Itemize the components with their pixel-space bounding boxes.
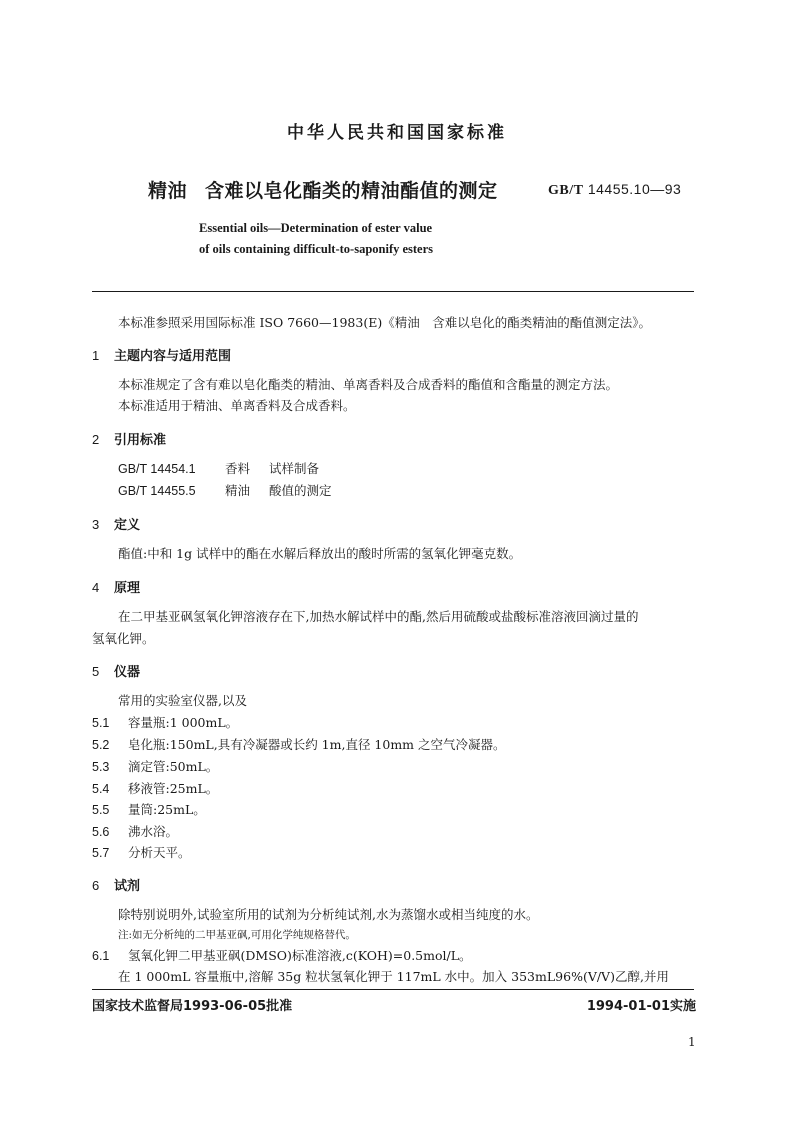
reference-item	[118, 481, 332, 499]
reference-title: 试样制备	[269, 461, 320, 476]
section-5-heading	[92, 661, 140, 680]
item-number: 5.6	[92, 825, 110, 839]
section-number: 6	[92, 878, 100, 893]
apparatus-item	[92, 843, 191, 861]
section-6-heading	[92, 875, 140, 894]
standard-prefix: GB/T	[548, 183, 584, 198]
apparatus-item	[92, 735, 506, 753]
section-number: 3	[92, 517, 100, 532]
section-5-intro: 常用的实验室仪器,以及	[118, 693, 247, 708]
item-text: 滴定管:50mL。	[128, 759, 219, 774]
item-text: 量筒:25mL。	[128, 802, 206, 817]
reference-code: GB/T 14455.5	[118, 484, 196, 498]
approval-line: 国家技术监督局1993-06-05批准	[92, 999, 293, 1014]
section-title: 主题内容与适用范围	[114, 349, 232, 364]
apparatus-item	[92, 779, 218, 797]
section-2-heading	[92, 429, 166, 448]
english-title-line-1: Essential oils—Determination of ester value	[199, 221, 433, 235]
section-4-paragraph-line-2: 氢氧化钾。	[92, 631, 155, 646]
reagent-item	[92, 946, 472, 964]
apparatus-item	[92, 757, 218, 775]
section-number: 4	[92, 580, 100, 595]
section-4-heading	[92, 577, 140, 596]
item-number: 5.7	[92, 846, 110, 860]
standard-code	[548, 181, 681, 199]
item-text: 容量瓶:1 000mL。	[128, 715, 239, 730]
reference-subject: 精油	[225, 483, 251, 498]
reference-subject: 香料	[225, 461, 251, 476]
apparatus-item	[92, 713, 238, 731]
section-title: 试剂	[114, 879, 141, 894]
title-part-2: 含难以皂化酯类的精油酯值的测定	[205, 180, 498, 202]
item-text: 分析天平。	[128, 845, 191, 860]
section-title: 定义	[114, 518, 141, 533]
item-number: 5.2	[92, 738, 110, 752]
header-divider	[92, 291, 694, 292]
section-3-heading	[92, 514, 140, 533]
apparatus-item	[92, 822, 178, 840]
section-6-paragraph: 除特别说明外,试验室所用的试剂为分析纯试剂,水为蒸馏水或相当纯度的水。	[118, 907, 539, 922]
section-number: 1	[92, 348, 100, 363]
item-text: 移液管:25mL。	[128, 781, 219, 796]
intro-paragraph: 本标准参照采用国际标准 ISO 7660—1983(E)《精油 含难以皂化的酯类精油的酯值测定法》。	[118, 315, 651, 330]
standard-number: 14455.10—93	[587, 181, 682, 197]
footer-divider	[92, 989, 694, 990]
section-title: 引用标准	[114, 433, 167, 448]
section-6-note: 注:如无分析纯的二甲基亚砜,可用化学纯规格替代。	[118, 929, 356, 941]
item-number: 5.3	[92, 760, 110, 774]
section-3-paragraph: 酯值:中和 1g 试样中的酯在水解后释放出的酸时所需的氢氧化钾毫克数。	[118, 546, 522, 561]
document-title	[148, 176, 498, 203]
section-4-paragraph-line-1: 在二甲基亚砜氢氧化钾溶液存在下,加热水解试样中的酯,然后用硫酸或盐酸标准溶液回滴过量的	[118, 609, 639, 624]
page-number: 1	[688, 1035, 696, 1049]
item-number: 6.1	[92, 949, 110, 963]
section-number: 5	[92, 664, 100, 679]
reference-title: 酸值的测定	[269, 483, 332, 498]
section-1-paragraph-2: 本标准适用于精油、单离香料及合成香料。	[118, 398, 356, 413]
item-number: 5.1	[92, 716, 110, 730]
section-1-heading	[92, 345, 231, 364]
title-part-1: 精油	[148, 180, 188, 202]
section-title: 原理	[114, 581, 141, 596]
item-text: 氢氧化钾二甲基亚砜(DMSO)标准溶液,c(KOH)=0.5mol/L。	[128, 948, 472, 963]
item-number: 5.4	[92, 782, 110, 796]
item-text: 沸水浴。	[128, 824, 179, 839]
section-number: 2	[92, 432, 100, 447]
implementation-date: 1994-01-01实施	[586, 999, 696, 1014]
item-number: 5.5	[92, 803, 110, 817]
reference-item	[118, 459, 319, 477]
english-title-line-2: of oils containing difficult-to-saponify esters	[199, 242, 434, 256]
section-title: 仪器	[114, 665, 141, 680]
section-1-paragraph-1: 本标准规定了含有难以皂化酯类的精油、单离香料及合成香料的酯值和含酯量的测定方法。	[118, 377, 619, 392]
reference-code: GB/T 14454.1	[118, 462, 196, 476]
apparatus-item	[92, 800, 206, 818]
item-text: 皂化瓶:150mL,具有冷凝器或长约 1m,直径 10mm 之空气冷凝器。	[128, 737, 506, 752]
reagent-paragraph: 在 1 000mL 容量瓶中,溶解 35g 粒状氢氧化钾于 117mL 水中。加入 353mL96%(V/V)乙醇,并用	[118, 969, 669, 984]
issuing-body: 中华人民共和国国家标准	[287, 123, 507, 143]
